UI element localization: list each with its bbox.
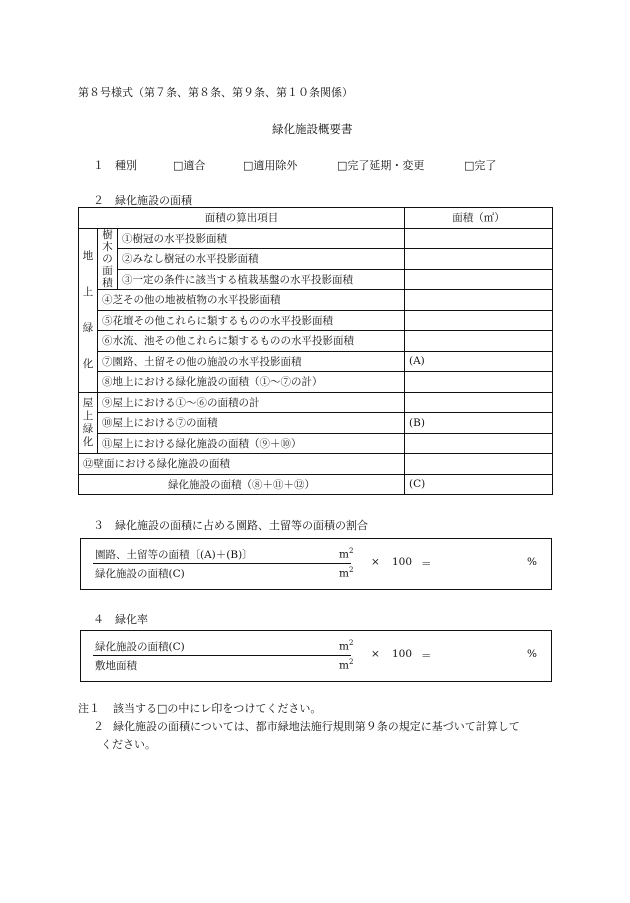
row-value-6[interactable] — [405, 331, 553, 352]
row-value-5[interactable] — [405, 310, 553, 331]
section3-title: ３ 緑化施設の面積に占める園路、土留等の面積の割合 — [93, 519, 368, 532]
ratio-denominator-unit: $m^2$ — [339, 566, 354, 580]
rate-percent: % — [527, 648, 537, 660]
ratio-fraction-line — [93, 563, 351, 564]
row-value-11[interactable] — [405, 433, 553, 454]
row-item-12: ⑫壁面における緑化施設の面積 — [79, 454, 405, 475]
group-roof-greening: 屋 上 緑 化 — [79, 392, 98, 454]
note-2-line-2: ください。 — [101, 738, 156, 751]
ratio-numerator: 園路、土留等の面積〔(A)＋(B)〕 — [95, 549, 253, 561]
note-2-line-1: 緑化施設の面積については、都市緑地法施行規則第９条の規定に基づいて計算して — [113, 720, 520, 733]
row-value-3[interactable] — [405, 269, 553, 290]
row-value-1[interactable] — [405, 228, 553, 249]
row-item-10: ⑩屋上における⑦の面積 — [98, 413, 405, 434]
row-value-2[interactable] — [405, 249, 553, 270]
kind-option-conform[interactable]: □適合 — [173, 159, 206, 172]
header-item: 面積の算出項目 — [79, 208, 405, 229]
section4-title: ４ 緑化率 — [93, 613, 148, 626]
row-item-2: ②みなし樹冠の水平投影面積 — [118, 249, 405, 270]
ratio-hundred: 100 — [392, 556, 413, 568]
row-value-9[interactable] — [405, 392, 553, 413]
rate-denominator: 敷地面積 — [95, 660, 137, 672]
row-item-6: ⑥水流、池その他これらに類するものの水平投影面積 — [98, 331, 405, 352]
kind-option-exempt[interactable]: □適用除外 — [243, 159, 298, 172]
section2-title: ２ 緑化施設の面積 — [93, 194, 192, 207]
rate-numerator: 緑化施設の面積(C) — [95, 641, 185, 653]
rate-equals: ＝ — [421, 650, 432, 662]
header-area: 面積（㎡） — [405, 208, 553, 229]
rate-numerator-unit: $m^2$ — [339, 639, 354, 653]
group-tree-area: 樹 木 の 面 積 — [98, 228, 118, 290]
rate-fraction-line — [93, 655, 351, 656]
form-header: 第８号様式（第７条、第８条、第９条、第１０条関係） — [78, 86, 353, 99]
row-item-1: ①樹冠の水平投影面積 — [118, 228, 405, 249]
row-value-8[interactable] — [405, 372, 553, 393]
greening-rate-box — [80, 630, 552, 682]
note-2-prefix: ２ — [93, 720, 104, 733]
rate-hundred: 100 — [392, 648, 413, 660]
row-item-9: ⑨屋上における①～⑥の面積の計 — [98, 392, 405, 413]
note-1: 該当する□の中にレ印をつけてください。 — [113, 702, 322, 715]
ratio-denominator: 緑化施設の面積(C) — [95, 568, 185, 580]
rate-denominator-unit: $m^2$ — [339, 658, 354, 672]
row-value-7[interactable]: (A) — [405, 351, 553, 372]
row-value-total[interactable]: (C) — [405, 474, 553, 495]
note-1-prefix: 注１ — [78, 702, 100, 715]
ratio-numerator-unit: $m^2$ — [339, 547, 354, 561]
row-value-10[interactable]: (B) — [405, 413, 553, 434]
kind-option-complete[interactable]: □完了 — [464, 159, 497, 172]
ratio-equals: ＝ — [421, 558, 432, 570]
area-table — [78, 207, 553, 495]
row-item-3: ③一定の条件に該当する植栽基盤の水平投影面積 — [118, 269, 405, 290]
rate-times: × — [371, 648, 380, 660]
row-item-11: ⑪屋上における緑化施設の面積（⑨＋⑩） — [98, 433, 405, 454]
row-item-8: ⑧地上における緑化施設の面積（①～⑦の計） — [98, 372, 405, 393]
row-item-4: ④芝その他の地被植物の水平投影面積 — [98, 290, 405, 311]
row-item-7: ⑦園路、土留その他の施設の水平投影面積 — [98, 351, 405, 372]
row-value-12[interactable] — [405, 454, 553, 475]
ratio-formula-box — [80, 538, 552, 590]
ratio-times: × — [371, 556, 380, 568]
row-item-total: 緑化施設の面積（⑧＋⑪＋⑫） — [79, 474, 405, 495]
group-ground-greening: 地 上 緑 化 — [79, 228, 98, 392]
ratio-percent: % — [527, 556, 537, 568]
document-title: 緑化施設概要書 — [272, 122, 353, 136]
row-value-4[interactable] — [405, 290, 553, 311]
row-item-5: ⑤花壇その他これらに類するものの水平投影面積 — [98, 310, 405, 331]
kind-option-postpone[interactable]: □完了延期・変更 — [337, 159, 425, 172]
kind-label: １ 種別 — [93, 159, 137, 172]
